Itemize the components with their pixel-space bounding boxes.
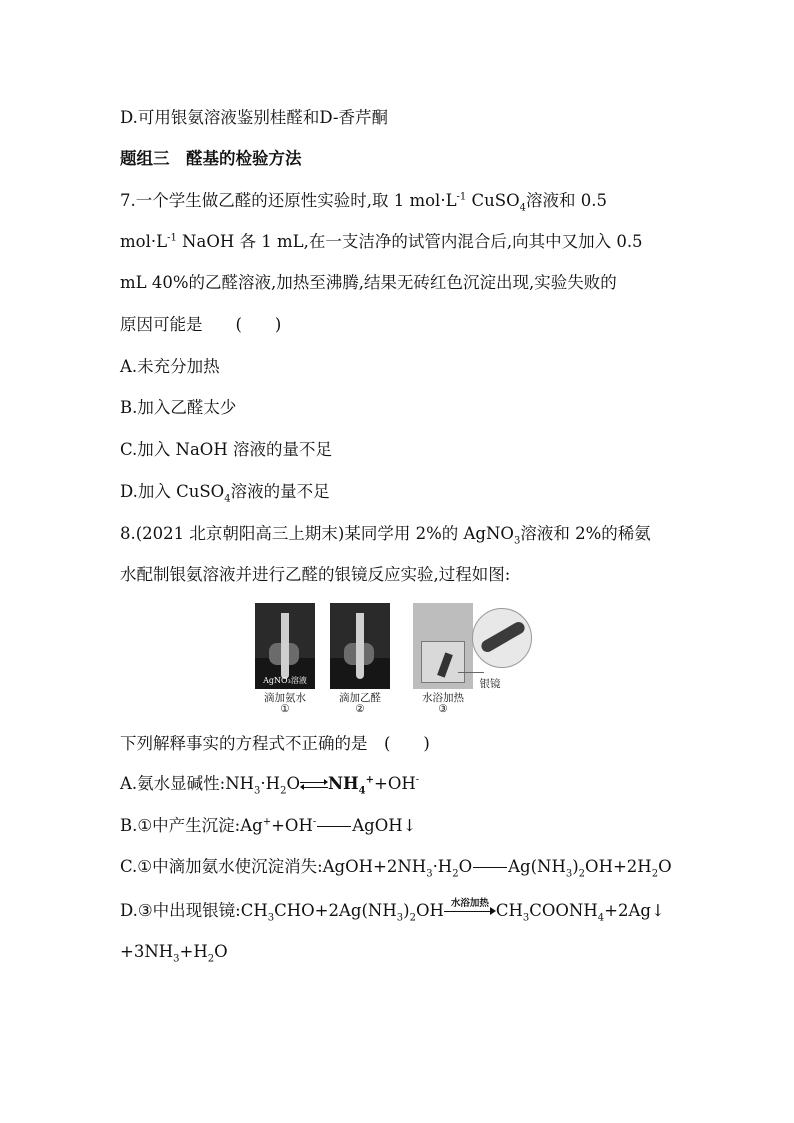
pointer-line [458, 672, 484, 673]
photo-step-2 [330, 603, 390, 689]
q8-option-d: D.③中出现银镜$:CH_3CHO+2Ag(NH_3)_2OH$ 水浴加热 $CH_3COONH_4+2Ag↓$ [120, 897, 665, 924]
photo-step-3 [413, 603, 473, 689]
caption-3: 水浴加热 [422, 692, 464, 704]
caption-1: 滴加氨水 [264, 692, 306, 704]
reaction-arrow: 水浴加热 [444, 905, 496, 919]
q8-line-1: 8.(2021 北京朝阳高三上期末)某同学用 2%的 AgNO$_3$溶液和 2%的稀氨 [120, 524, 651, 547]
q7-line-4: 原因可能是 ( ) [120, 315, 282, 334]
q8-option-b: B.①中产生沉淀:Ag++OH- AgOH↓ [120, 816, 417, 835]
photo-step-1 [255, 603, 315, 689]
caption-2-num: ② [355, 703, 365, 715]
q8-question: 下列解释事实的方程式不正确的是 ( ) [120, 734, 430, 753]
q7-line-2: $mol\cdot L^{-1}$ NaOH 各 1 mL,在一支洁净的试管内混合后,向其中又加入 0.5 [120, 232, 643, 251]
q7-option-d: D.加入 CuSO$_4$溶液的量不足 [120, 482, 330, 505]
q8-option-c: C.①中滴加氨水使沉淀消失$:AgOH+2NH_3\cdot H_2O$ $Ag(NH_3)_2OH+2H_2O$ [120, 857, 672, 880]
caption-1-num: ① [280, 703, 290, 715]
section-heading: 题组三 醛基的检验方法 [120, 149, 302, 168]
q7-line-1: 7.一个学生做乙醛的还原性实验时,取 1 $mol\cdot L^{-1}$ CuSO$_4$溶液和 0.5 [120, 191, 607, 214]
mirror-label: 银镜 [479, 678, 501, 690]
caption-3-num: ③ [438, 703, 448, 715]
q8-line-2: 水配制银氨溶液并进行乙醛的银镜反应实验,过程如图: [120, 565, 511, 584]
q7-option-c: C.加入 NaOH 溶液的量不足 [120, 440, 332, 459]
silver-mirror-zoom [472, 608, 532, 668]
q7-line-3: mL 40%的乙醛溶液,加热至沸腾,结果无砖红色沉淀出现,实验失败的 [120, 273, 617, 292]
q7-option-a: A.未充分加热 [120, 357, 220, 376]
q8-option-d-continued: $+3NH_3+H_2O$ [120, 942, 228, 965]
option-d-previous: D.可用银氨溶液鉴别桂醛和D-香芹酮 [120, 108, 388, 127]
q7-option-b: B.加入乙醛太少 [120, 398, 237, 417]
caption-2: 滴加乙醛 [339, 692, 381, 704]
photo-1-label: AgNO₃溶液 [263, 676, 307, 685]
q8-option-a: A.氨水显碱性$:NH_3\cdot H_2O$ $NH_4^++OH^-$ [120, 774, 420, 797]
